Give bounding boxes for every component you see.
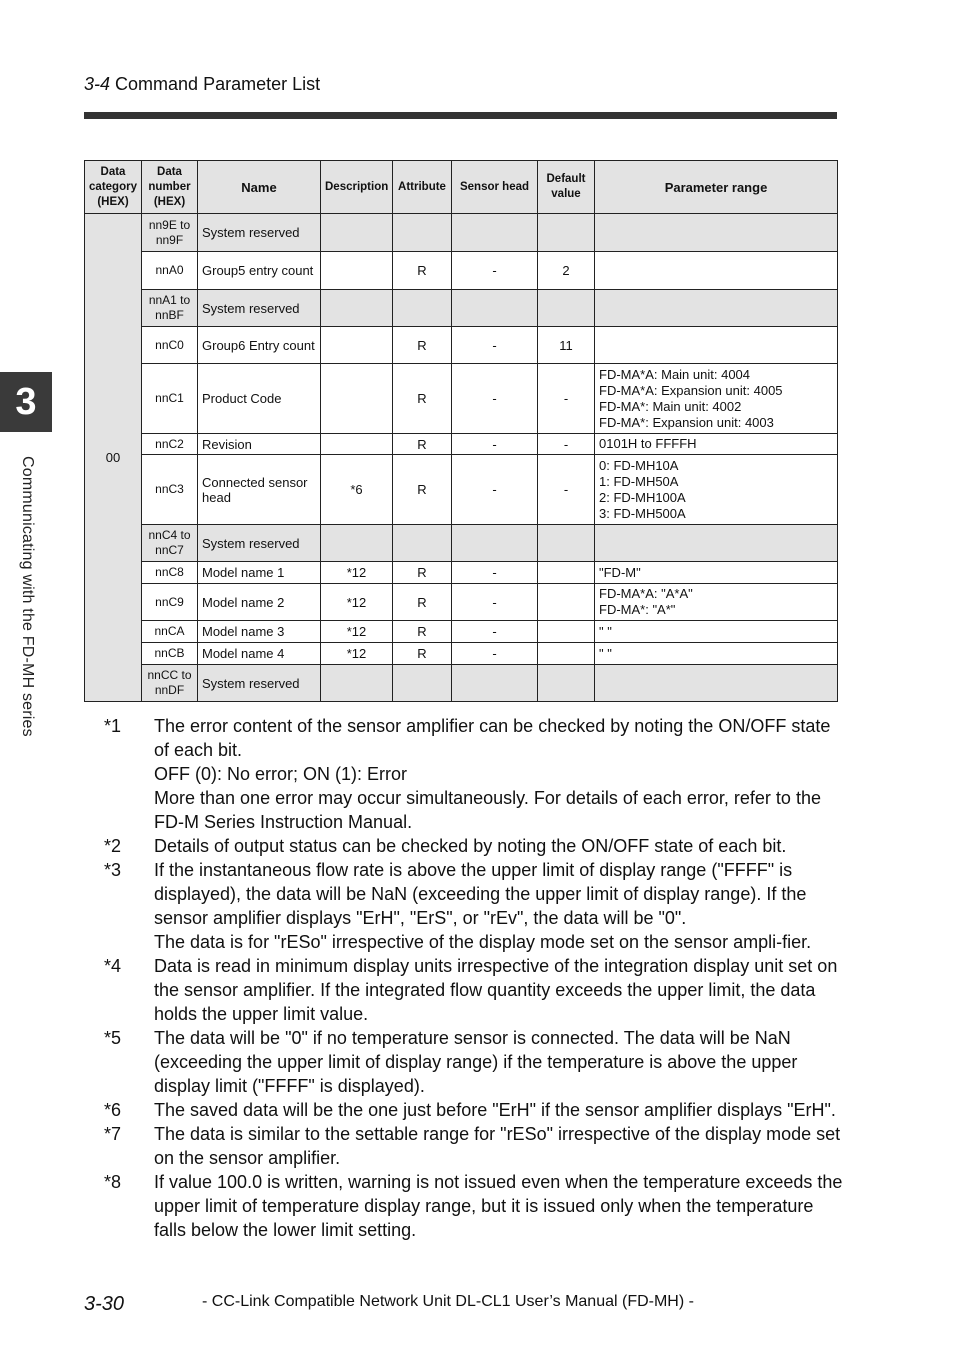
data-number-cell: nnC2 [142,434,198,455]
footnote-text [154,1170,844,1242]
footnote-text [154,1098,844,1122]
footnote [104,1122,844,1170]
data-number-cell: nnC8 [142,562,198,584]
name-cell: Product Code [198,364,321,434]
header-rule [84,112,837,119]
default-value-cell [538,525,595,562]
data-number-cell: nnC0 [142,327,198,364]
default-value-cell [538,643,595,665]
name-cell: Revision [198,434,321,455]
parameter-range-cell [595,621,838,643]
col-header: Attribute [393,161,452,214]
footnote-mark: *7 [104,1124,122,1144]
footnote-mark: *8 [104,1172,122,1192]
sensor-head-cell: - [452,643,538,665]
sensor-head-cell: - [452,327,538,364]
attribute-cell: R [393,364,452,434]
footnote-line: More than one error may occur simultaneously. For details of each error, refer to the FD-M Series Instruction Manual. [154,788,821,832]
parameter-range-cell [595,327,838,364]
description-cell [321,665,393,702]
footnote-line: If value 100.0 is written, warning is not issued even when the temperature exceeds the upper limit of temperature display range, but it is issued only when the temperature falls below the lower limit setting. [154,1172,843,1240]
parameter-range-line: FD-MA*: "A*" [599,602,676,617]
default-value-cell [538,214,595,252]
footnote-text [154,714,844,834]
attribute-cell: R [393,455,452,525]
description-cell [321,525,393,562]
col-header: Sensor head [452,161,538,214]
description-cell [321,327,393,364]
description-cell [321,364,393,434]
parameter-range-cell [595,643,838,665]
footnote-line: Data is read in minimum display units irrespective of the integration display unit set on the sensor amplifier. If the integrated flow quantity exceeds the upper limit, the data holds the upper limit value. [154,956,838,1024]
footnote-text [154,834,844,858]
footnote [104,1170,844,1242]
page-header [84,74,320,95]
col-header: Default value [538,161,595,214]
parameter-range-line: FD-MA*A: Main unit: 4004 [599,366,751,382]
parameter-range-line: 2: FD-MH100A [599,489,686,505]
sensor-head-cell [452,525,538,562]
footnote [104,858,844,954]
page-number: 3-30 [84,1293,125,1315]
description-cell [321,434,393,455]
table-row [85,434,838,455]
parameter-range-line: FD-MA*: Main unit: 4002 [599,398,742,414]
attribute-cell: R [393,584,452,621]
parameter-range-cell [595,584,838,621]
footnote-mark: *2 [104,836,122,856]
col-header: Data category (HEX) [85,161,142,214]
col-header: Parameter range [595,161,838,214]
name-cell: Group6 Entry count [198,327,321,364]
data-number-cell: nnA1 to nnBF [142,290,198,327]
footnote [104,834,844,858]
footnote-mark: *3 [104,860,122,880]
sensor-head-cell: - [452,455,538,525]
parameter-range-cell [595,290,838,327]
col-header: Data number (HEX) [142,161,198,214]
table-row [85,621,838,643]
table-row [85,364,838,434]
footnote-line: The data will be "0" if no temperature sensor is connected. The data will be NaN (exceeding the upper limit of display range) if the temperature is above the upper display limit ("FFFF" is displayed). [154,1028,798,1096]
footnote-mark: *5 [104,1028,122,1048]
footnote-text [154,1122,844,1170]
default-value-cell [538,290,595,327]
default-value-cell [538,562,595,584]
name-cell: System reserved [198,525,321,562]
table-row [85,214,838,252]
parameter-range-line: FD-MA*A: "A*A" [599,586,693,601]
default-value-cell: - [538,455,595,525]
parameter-range-line: 0: FD-MH10A [599,457,679,473]
sensor-head-cell: - [452,364,538,434]
parameter-range-cell [595,455,838,525]
parameter-range-line: " " [599,645,612,661]
footnote-text [154,954,844,1026]
table-header-row [85,161,838,214]
parameter-range-cell [595,562,838,584]
parameter-range-cell [595,252,838,290]
sensor-head-cell [452,665,538,702]
sensor-head-cell: - [452,434,538,455]
parameter-range-line: "FD-M" [599,564,641,580]
parameter-range-cell [595,525,838,562]
parameter-range-line: 1: FD-MH50A [599,473,679,489]
table-row [85,562,838,584]
parameter-range-cell [595,434,838,455]
attribute-cell: R [393,327,452,364]
table-row [85,643,838,665]
footnote-line: The data is for "rESo" irrespective of the display mode set on the sensor ampli-fier. [154,932,812,952]
data-number-cell: nn9E to nn9F [142,214,198,252]
description-cell: *12 [321,562,393,584]
footnote-line: OFF (0): No error; ON (1): Error [154,764,408,784]
parameter-range-cell [595,364,838,434]
data-number-cell: nnCA [142,621,198,643]
default-value-cell [538,584,595,621]
data-category-cell: 00 [85,214,142,702]
table-row [85,252,838,290]
footnote [104,954,844,1026]
section-title: Command Parameter List [115,74,321,94]
parameter-range-line: 0101H to FFFFH [599,436,697,451]
table-row [85,584,838,621]
attribute-cell [393,665,452,702]
table-row [85,327,838,364]
footnote-line: Details of output status can be checked by noting the ON/OFF state of each bit. [154,836,787,856]
footnote [104,1098,844,1122]
default-value-cell [538,665,595,702]
default-value-cell: 2 [538,252,595,290]
chapter-tab: 3 [0,372,52,432]
name-cell: Model name 2 [198,584,321,621]
footnote-text [154,858,844,954]
sensor-head-cell: - [452,621,538,643]
footnote-line: The saved data will be the one just before "ErH" if the sensor amplifier displays "ErH". [154,1100,836,1120]
parameter-range-line: FD-MA*A: Expansion unit: 4005 [599,382,783,398]
col-header: Description [321,161,393,214]
name-cell: Model name 3 [198,621,321,643]
table-row [85,290,838,327]
description-cell [321,252,393,290]
data-number-cell: nnCB [142,643,198,665]
attribute-cell [393,214,452,252]
parameter-range-cell [595,665,838,702]
name-cell: Group5 entry count [198,252,321,290]
sensor-head-cell [452,214,538,252]
parameter-range-cell [595,214,838,252]
parameter-range-line: " " [599,623,612,639]
data-number-cell: nnCC to nnDF [142,665,198,702]
chapter-side-title: Communicating with the FD-MH series [19,456,36,737]
footnote-mark: *4 [104,956,122,976]
section-number: 3-4 [84,74,111,94]
attribute-cell [393,525,452,562]
data-number-cell: nnA0 [142,252,198,290]
sensor-head-cell [452,290,538,327]
footnote-line: If the instantaneous flow rate is above the upper limit of display range ("FFFF" is displayed), the data will be NaN (exceeding the upper limit of display range). If the sensor amplifier displays "ErH", "ErS", or "rEv", the data will be "0". [154,860,807,928]
default-value-cell: - [538,364,595,434]
footnote-mark: *6 [104,1100,122,1120]
footnote-line: The data is similar to the settable range for "rESo" irrespective of the display mode set on the sensor amplifier. [154,1124,841,1168]
sensor-head-cell: - [452,562,538,584]
parameter-range-line: 3: FD-MH500A [599,505,686,521]
attribute-cell [393,290,452,327]
description-cell: *12 [321,643,393,665]
data-number-cell: nnC9 [142,584,198,621]
attribute-cell: R [393,562,452,584]
data-number-cell: nnC4 to nnC7 [142,525,198,562]
footnote [104,714,844,834]
name-cell: Model name 4 [198,643,321,665]
description-cell: *12 [321,621,393,643]
description-cell: *12 [321,584,393,621]
default-value-cell: - [538,434,595,455]
data-number-cell: nnC3 [142,455,198,525]
name-cell: Model name 1 [198,562,321,584]
footnote-mark: *1 [104,716,122,736]
sensor-head-cell: - [452,252,538,290]
parameter-table [84,160,838,702]
footnote-line: The error content of the sensor amplifier can be checked by noting the ON/OFF state of each bit. [154,716,831,760]
description-cell [321,214,393,252]
parameter-range-line: FD-MA*: Expansion unit: 4003 [599,414,774,430]
description-cell [321,290,393,327]
data-number-cell: nnC1 [142,364,198,434]
table-row [85,665,838,702]
name-cell: System reserved [198,665,321,702]
footer-text: - CC-Link Compatible Network Unit DL-CL1 User’s Manual (FD-MH) - [202,1293,694,1310]
name-cell: System reserved [198,214,321,252]
attribute-cell: R [393,252,452,290]
attribute-cell: R [393,434,452,455]
default-value-cell: 11 [538,327,595,364]
table-row [85,455,838,525]
attribute-cell: R [393,643,452,665]
name-cell: Connected sensor head [198,455,321,525]
col-header: Name [198,161,321,214]
footnote-text [154,1026,844,1098]
description-cell: *6 [321,455,393,525]
default-value-cell [538,621,595,643]
name-cell: System reserved [198,290,321,327]
table-row [85,525,838,562]
footnotes [104,714,844,1242]
sensor-head-cell: - [452,584,538,621]
attribute-cell: R [393,621,452,643]
footnote [104,1026,844,1098]
